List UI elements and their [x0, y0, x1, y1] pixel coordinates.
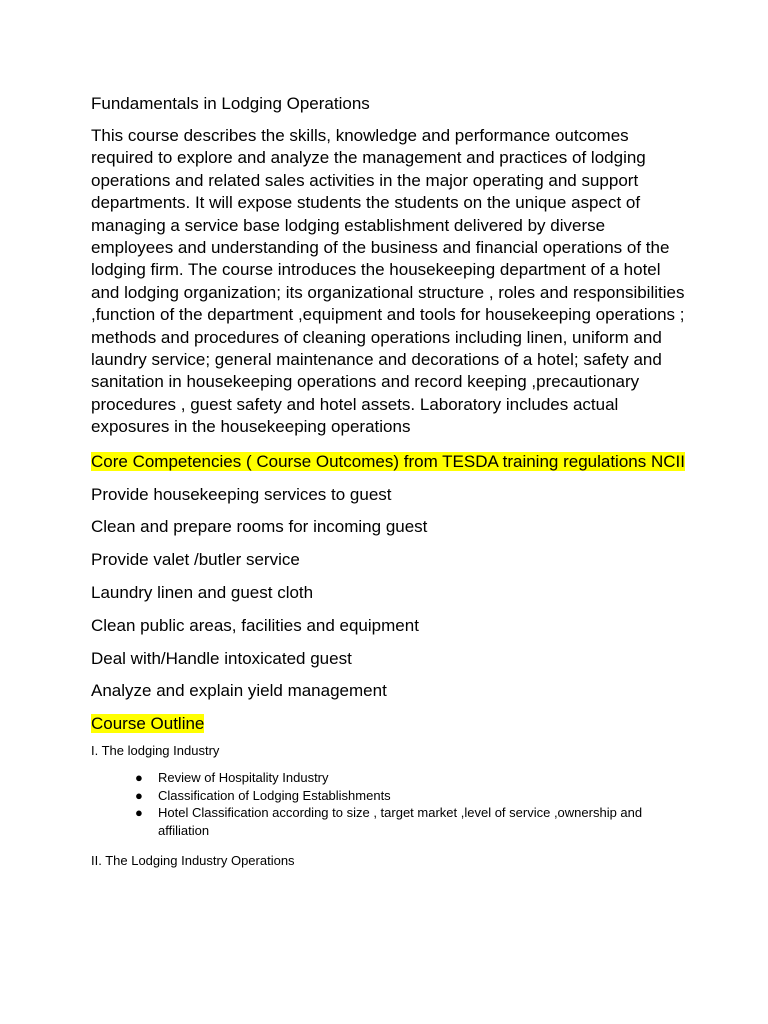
competencies-heading — [91, 451, 688, 473]
competency-item: Provide valet /butler service — [91, 550, 300, 570]
competency-item: Analyze and explain yield management — [91, 681, 387, 701]
bullet-text: Review of Hospitality Industry — [158, 770, 329, 786]
section-title: I. The lodging Industry — [91, 743, 220, 759]
section-title: II. The Lodging Industry Operations — [91, 853, 295, 869]
bullet-icon: ● — [135, 805, 143, 821]
course-description: This course describes the skills, knowledge and performance outcomes required to explore and analyze the management and practices of lodging operations and related sales activities in the major operating and support departments. It will expose students the students on the unique aspect of managing a service base lodging establishment delivered by diverse employees and understanding of the business and financial operations of the lodging firm. The course introduces the housekeeping department of a hotel and lodging organization; its organizational structure , roles and responsibilities ,function of the department ,equipment and tools for housekeeping operations ; methods and procedures of cleaning operations including linen, uniform and laundry service; general maintenance and decorations of a hotel; safety and sanitation in housekeeping operations and record keeping ,precautionary procedures , guest safety and hotel assets. Laboratory includes actual exposures in the housekeeping operations — [91, 126, 685, 437]
bullet-text: Hotel Classification according to size , target market ,level of service ,ownership and affiliation — [158, 805, 643, 838]
competency-item: Clean public areas, facilities and equipment — [91, 615, 419, 635]
outline-heading — [91, 713, 688, 735]
competency-item: Provide housekeeping services to guest — [91, 484, 392, 504]
bullet-item — [135, 769, 688, 787]
bullet-icon: ● — [135, 770, 143, 786]
competency-item: Laundry linen and guest cloth — [91, 583, 314, 603]
competency-item: Deal with/Handle intoxicated guest — [91, 648, 352, 668]
document-title: Fundamentals in Lodging Operations — [91, 94, 370, 113]
competencies-heading-highlight: Core Competencies ( Course Outcomes) from TESDA training regulations NCII — [91, 451, 685, 471]
bullet-icon: ● — [135, 787, 143, 803]
bullet-item — [135, 787, 688, 805]
bullet-text: Classification of Lodging Establishments — [158, 787, 391, 803]
competency-item: Clean and prepare rooms for incoming guest — [91, 517, 428, 537]
outline-heading-highlight: Course Outline — [91, 714, 205, 734]
competencies-list — [91, 484, 688, 703]
section-bullets — [91, 769, 688, 839]
bullet-item — [135, 804, 688, 839]
